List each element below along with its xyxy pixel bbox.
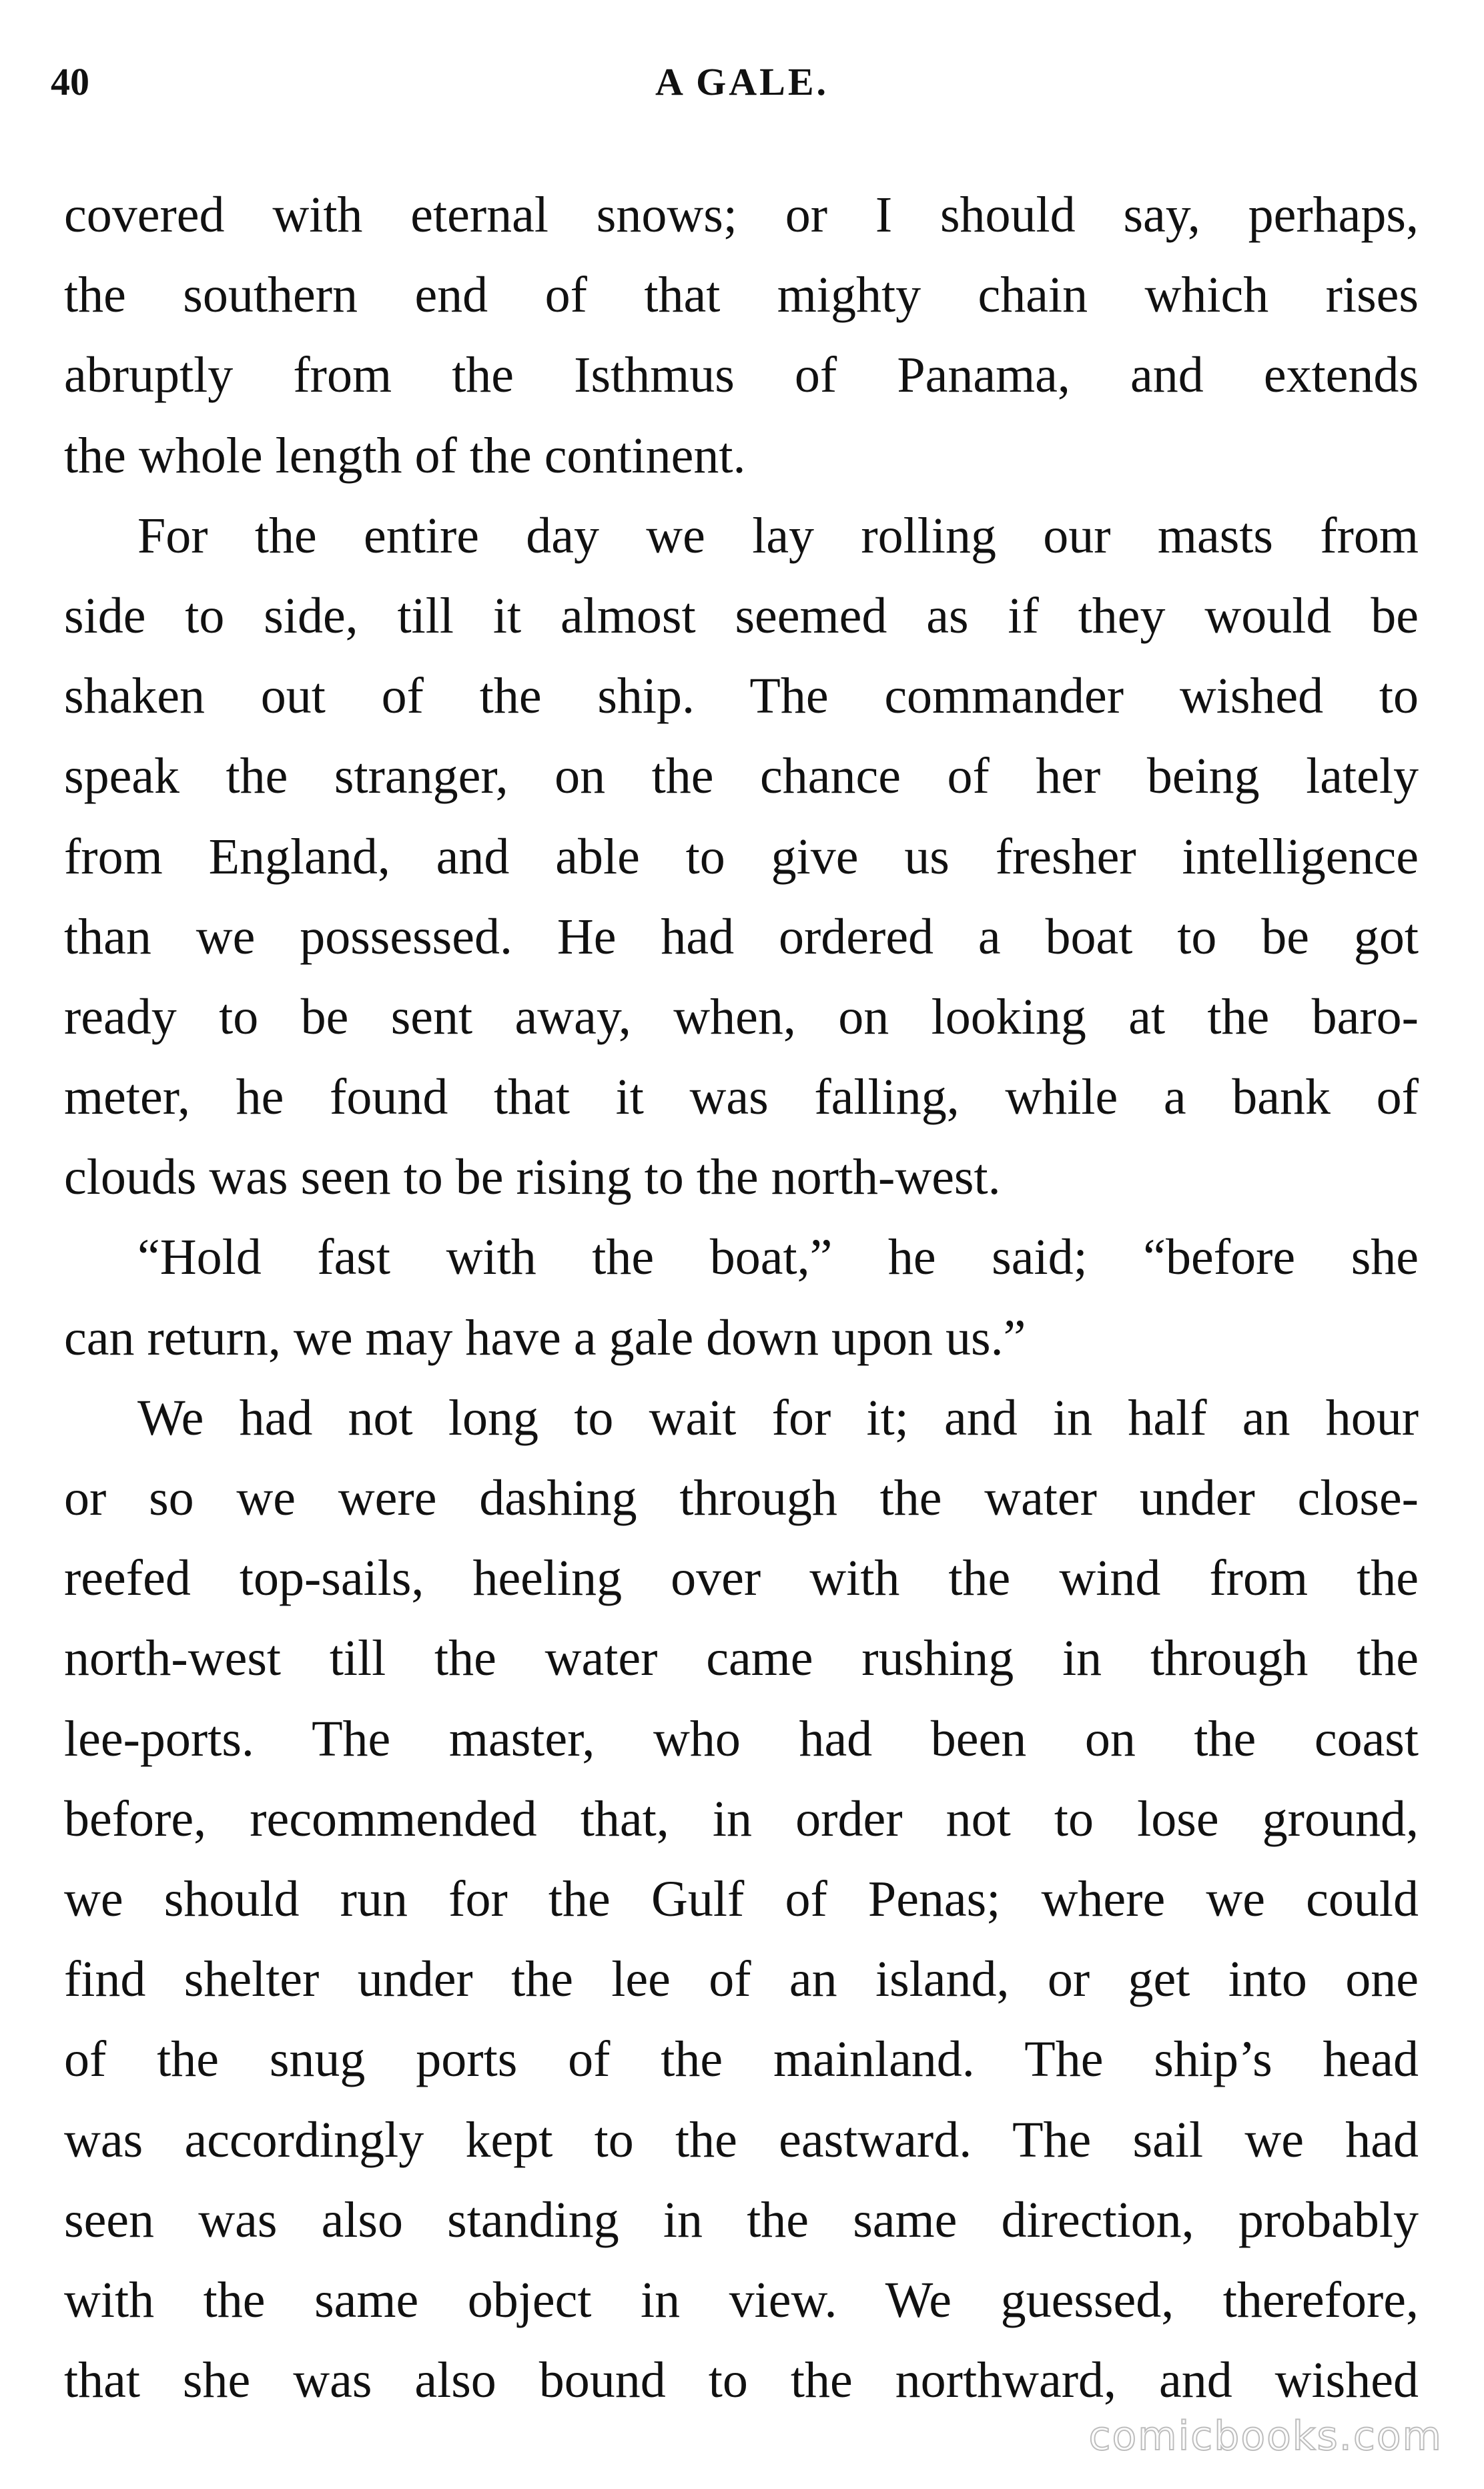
text-line: that she was also bound to the northward, and wished — [64, 2352, 1419, 2409]
text-line: lee-ports. The master, who had been on the coast — [64, 1710, 1419, 1767]
text-line: the whole length of the continent. — [64, 427, 746, 484]
page-header — [0, 0, 1484, 120]
text-line: reefed top-sails, heeling over with the wind from the — [64, 1550, 1419, 1607]
text-line: speak the stranger, on the chance of her being lately — [64, 748, 1419, 805]
text-line: abruptly from the Isthmus of Panama, and extends — [64, 347, 1419, 404]
text-line: from England, and able to give us fresher intelligence — [64, 828, 1419, 885]
text-line: side to side, till it almost seemed as if they would be — [64, 587, 1419, 644]
text-line: the southern end of that mighty chain which rises — [64, 267, 1419, 324]
text-line: We had not long to wait for it; and in half an hour — [137, 1389, 1419, 1446]
text-line: shaken out of the ship. The commander wished to — [64, 668, 1419, 725]
text-line: covered with eternal snows; or I should say, perhaps, — [64, 187, 1419, 243]
text-line: north-west till the water came rushing in through the — [64, 1630, 1419, 1687]
text-line: seen was also standing in the same direction, probably — [64, 2191, 1419, 2248]
text-line: we should run for the Gulf of Penas; where we could — [64, 1870, 1419, 1927]
text-line: or so we were dashing through the water under close- — [64, 1470, 1419, 1526]
watermark: comicbooks.com — [1088, 2413, 1443, 2460]
text-line: For the entire day we lay rolling our masts from — [137, 507, 1419, 564]
text-line: before, recommended that, in order not to lose ground, — [64, 1790, 1419, 1847]
text-line: find shelter under the lee of an island, or get into one — [64, 1951, 1419, 2008]
page-number: 40 — [51, 60, 89, 103]
running-head: A GALE. — [655, 60, 829, 103]
body-text — [64, 175, 1419, 2420]
text-line: “Hold fast with the boat,” he said; “before she — [137, 1229, 1419, 1286]
text-line: can return, we may have a gale down upon us.” — [64, 1309, 1026, 1366]
text-line: ready to be sent away, when, on looking at the baro- — [64, 988, 1419, 1045]
text-line: was accordingly kept to the eastward. The sail we had — [64, 2111, 1419, 2168]
text-line: clouds was seen to be rising to the north-west. — [64, 1149, 1001, 1206]
text-line: than we possessed. He had ordered a boat to be got — [64, 908, 1419, 965]
text-line: meter, he found that it was falling, while a bank of — [64, 1069, 1419, 1126]
text-line: with the same object in view. We guessed, therefore, — [64, 2271, 1419, 2328]
text-line: of the snug ports of the mainland. The ship’s head — [64, 2031, 1419, 2088]
